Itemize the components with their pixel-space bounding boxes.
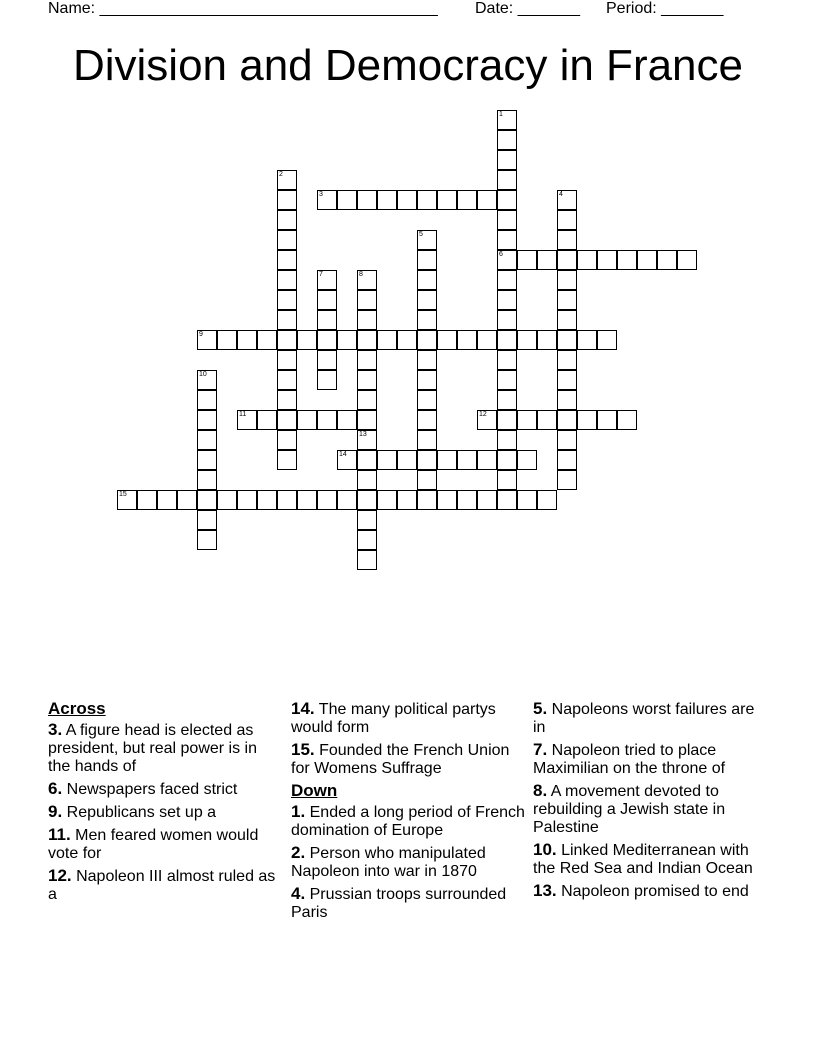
grid-cell[interactable] [417,290,437,310]
grid-cell[interactable] [357,430,377,450]
grid-cell[interactable] [237,330,257,350]
clue-6: 6. Newspapers faced strict [48,779,238,798]
grid-cell[interactable] [417,250,437,270]
grid-cell[interactable] [557,450,577,470]
grid-cell[interactable] [257,330,277,350]
grid-cell[interactable] [197,410,217,430]
grid-cell[interactable] [277,410,297,430]
grid-cell[interactable] [277,390,297,410]
grid-cell[interactable] [317,370,337,390]
grid-cell[interactable] [277,370,297,390]
grid-cell[interactable] [477,190,497,210]
clue-3: 3. A figure head is elected as president, but real power is in the hands of [48,720,257,775]
grid-cell[interactable] [277,350,297,370]
grid-cell[interactable] [297,330,317,350]
grid-cell[interactable] [437,450,457,470]
grid-cell[interactable] [437,490,457,510]
clue-number-label: 2 [279,171,283,178]
grid-cell[interactable] [257,490,277,510]
grid-cell[interactable] [497,350,517,370]
clue-number-label: 9 [199,331,203,338]
grid-cell[interactable] [497,190,517,210]
clue-8: 8. A movement devoted to rebuilding a Jewish state in Palestine [533,781,726,836]
grid-cell[interactable] [517,450,537,470]
clue-number-label: 1 [499,111,503,118]
clue-number-label: 12 [479,411,487,418]
grid-cell[interactable] [197,510,217,530]
grid-cell[interactable] [477,450,497,470]
clue-number-label: 6 [499,251,503,258]
grid-cell[interactable] [197,470,217,490]
grid-cell[interactable] [277,270,297,290]
grid-cell[interactable] [117,490,137,510]
grid-cell[interactable] [357,490,377,510]
name-field[interactable]: Name: ______________________________________ [48,0,438,17]
grid-cell[interactable] [317,330,337,350]
grid-cell[interactable] [497,210,517,230]
grid-cell[interactable] [317,290,337,310]
grid-cell[interactable] [557,250,577,270]
grid-cell[interactable] [477,330,497,350]
clue-number-label: 15 [119,491,127,498]
grid-cell[interactable] [457,330,477,350]
grid-cell[interactable] [357,370,377,390]
grid-cell[interactable] [517,490,537,510]
grid-cell[interactable] [337,330,357,350]
grid-cell[interactable] [357,330,377,350]
grid-cell[interactable] [417,390,437,410]
clue-number-label: 8 [359,271,363,278]
grid-cell[interactable] [337,190,357,210]
grid-cell[interactable] [137,490,157,510]
grid-cell[interactable] [357,350,377,370]
grid-cell[interactable] [577,330,597,350]
grid-cell[interactable] [197,330,217,350]
grid-cell[interactable] [237,490,257,510]
grid-cell[interactable] [377,490,397,510]
grid-cell[interactable] [277,190,297,210]
clue-number-label: 4 [559,191,563,198]
grid-cell[interactable] [197,530,217,550]
grid-cell[interactable] [557,350,577,370]
grid-cell[interactable] [537,410,557,430]
clue-number-label: 3 [319,191,323,198]
grid-cell[interactable] [317,310,337,330]
grid-cell[interactable] [517,250,537,270]
grid-cell[interactable] [557,470,577,490]
grid-cell[interactable] [197,430,217,450]
grid-cell[interactable] [597,330,617,350]
clue-number-label: 5 [419,231,423,238]
grid-cell[interactable] [417,330,437,350]
grid-cell[interactable] [417,230,437,250]
grid-cell[interactable] [517,330,537,350]
grid-cell[interactable] [417,410,437,430]
clue-1: 1. Ended a long period of French domination of Europe [291,802,525,839]
grid-cell[interactable] [457,450,477,470]
grid-cell[interactable] [397,190,417,210]
clue-4: 4. Prussian troops surrounded Paris [291,884,507,921]
grid-cell[interactable] [577,250,597,270]
clue-15: 15. Founded the French Union for Womens Suffrage [291,740,510,777]
grid-cell[interactable] [497,110,517,130]
grid-cell[interactable] [477,410,497,430]
clue-5: 5. Napoleons worst failures are in [533,699,755,736]
grid-cell[interactable] [497,470,517,490]
grid-cell[interactable] [397,490,417,510]
clue-9: 9. Republicans set up a [48,802,217,821]
grid-cell[interactable] [457,490,477,510]
grid-cell[interactable] [677,250,697,270]
grid-cell[interactable] [497,390,517,410]
grid-cell[interactable] [497,490,517,510]
grid-cell[interactable] [197,390,217,410]
grid-cell[interactable] [197,370,217,390]
grid-cell[interactable] [497,430,517,450]
grid-cell[interactable] [537,490,557,510]
grid-cell[interactable] [337,450,357,470]
grid-cell[interactable] [337,410,357,430]
grid-cell[interactable] [277,450,297,470]
grid-cell[interactable] [197,450,217,470]
grid-cell[interactable] [477,490,497,510]
grid-cell[interactable] [557,430,577,450]
grid-cell[interactable] [497,270,517,290]
grid-cell[interactable] [577,410,597,430]
grid-cell[interactable] [157,490,177,510]
clue-7: 7. Napoleon tried to place Maximilian on the throne of [533,740,726,777]
grid-cell[interactable] [557,330,577,350]
grid-cell[interactable] [277,210,297,230]
grid-cell[interactable] [317,490,337,510]
grid-cell[interactable] [177,490,197,510]
grid-cell[interactable] [297,410,317,430]
grid-cell[interactable] [357,410,377,430]
grid-cell[interactable] [557,270,577,290]
grid-cell[interactable] [417,490,437,510]
grid-cell[interactable] [397,450,417,470]
grid-cell[interactable] [617,410,637,430]
grid-cell[interactable] [457,190,477,210]
grid-cell[interactable] [277,290,297,310]
grid-cell[interactable] [277,310,297,330]
down-heading: Down [291,781,338,800]
grid-cell[interactable] [377,450,397,470]
grid-cell[interactable] [357,390,377,410]
grid-cell[interactable] [497,150,517,170]
grid-cell[interactable] [277,230,297,250]
grid-cell[interactable] [257,410,277,430]
grid-cell[interactable] [417,370,437,390]
grid-cell[interactable] [277,330,297,350]
grid-cell[interactable] [497,450,517,470]
grid-cell[interactable] [657,250,677,270]
grid-cell[interactable] [197,490,217,510]
clue-11: 11. Men feared women would vote for [48,825,259,862]
grid-cell[interactable] [497,230,517,250]
grid-cell[interactable] [497,330,517,350]
grid-cell[interactable] [417,470,437,490]
clue-13: 13. Napoleon promised to end [533,881,749,900]
grid-cell[interactable] [317,350,337,370]
grid-cell[interactable] [557,370,577,390]
grid-cell[interactable] [357,530,377,550]
grid-cell[interactable] [357,470,377,490]
page-title: Division and Democracy in France [72,41,744,90]
grid-cell[interactable] [417,450,437,470]
grid-cell[interactable] [377,190,397,210]
grid-cell[interactable] [337,490,357,510]
clue-2: 2. Person who manipulated Napoleon into war in 1870 [291,843,486,880]
grid-cell[interactable] [517,410,537,430]
grid-cell[interactable] [557,210,577,230]
grid-cell[interactable] [437,190,457,210]
grid-cell[interactable] [537,330,557,350]
clue-number-label: 11 [239,411,247,418]
grid-cell[interactable] [317,270,337,290]
grid-cell[interactable] [217,330,237,350]
grid-cell[interactable] [417,430,437,450]
grid-cell[interactable] [277,170,297,190]
grid-cell[interactable] [377,330,397,350]
across-heading: Across [48,699,106,718]
grid-cell[interactable] [557,390,577,410]
grid-cell[interactable] [277,490,297,510]
date-field[interactable]: Date: _______ [475,0,580,17]
grid-cell[interactable] [357,190,377,210]
grid-cell[interactable] [397,330,417,350]
grid-cell[interactable] [557,410,577,430]
grid-cell[interactable] [597,410,617,430]
grid-cell[interactable] [357,450,377,470]
grid-cell[interactable] [497,170,517,190]
grid-cell[interactable] [537,250,557,270]
grid-cell[interactable] [357,310,377,330]
clue-number-label: 7 [319,271,323,278]
grid-cell[interactable] [497,410,517,430]
grid-cell[interactable] [497,310,517,330]
grid-cell[interactable] [217,490,237,510]
grid-cell[interactable] [437,330,457,350]
grid-cell[interactable] [277,430,297,450]
clue-number-label: 13 [359,431,367,438]
grid-cell[interactable] [417,350,437,370]
grid-cell[interactable] [357,290,377,310]
grid-cell[interactable] [497,290,517,310]
grid-cell[interactable] [557,230,577,250]
grid-cell[interactable] [357,550,377,570]
grid-cell[interactable] [277,250,297,270]
grid-cell[interactable] [417,190,437,210]
clues-column-2 [291,700,526,926]
grid-cell[interactable] [637,250,657,270]
grid-cell[interactable] [417,310,437,330]
clue-number-label: 14 [339,451,347,458]
grid-cell[interactable] [497,130,517,150]
grid-cell[interactable] [497,250,517,270]
period-field[interactable]: Period: _______ [606,0,724,17]
grid-cell[interactable] [617,250,637,270]
grid-cell[interactable] [597,250,617,270]
grid-cell[interactable] [357,270,377,290]
grid-cell[interactable] [357,510,377,530]
grid-cell[interactable] [317,190,337,210]
clue-12: 12. Napoleon III almost ruled as a [48,866,276,903]
grid-cell[interactable] [497,370,517,390]
clues-column-3 [533,700,768,905]
grid-cell[interactable] [557,190,577,210]
grid-cell[interactable] [557,310,577,330]
grid-cell[interactable] [297,490,317,510]
grid-cell[interactable] [417,270,437,290]
clue-14: 14. The many political partys would form [291,699,496,736]
clue-10: 10. Linked Mediterranean with the Red Sea and Indian Ocean [533,840,753,877]
clues-column-1 [48,700,283,908]
grid-cell[interactable] [557,290,577,310]
clue-number-label: 10 [199,371,207,378]
grid-cell[interactable] [237,410,257,430]
grid-cell[interactable] [317,410,337,430]
